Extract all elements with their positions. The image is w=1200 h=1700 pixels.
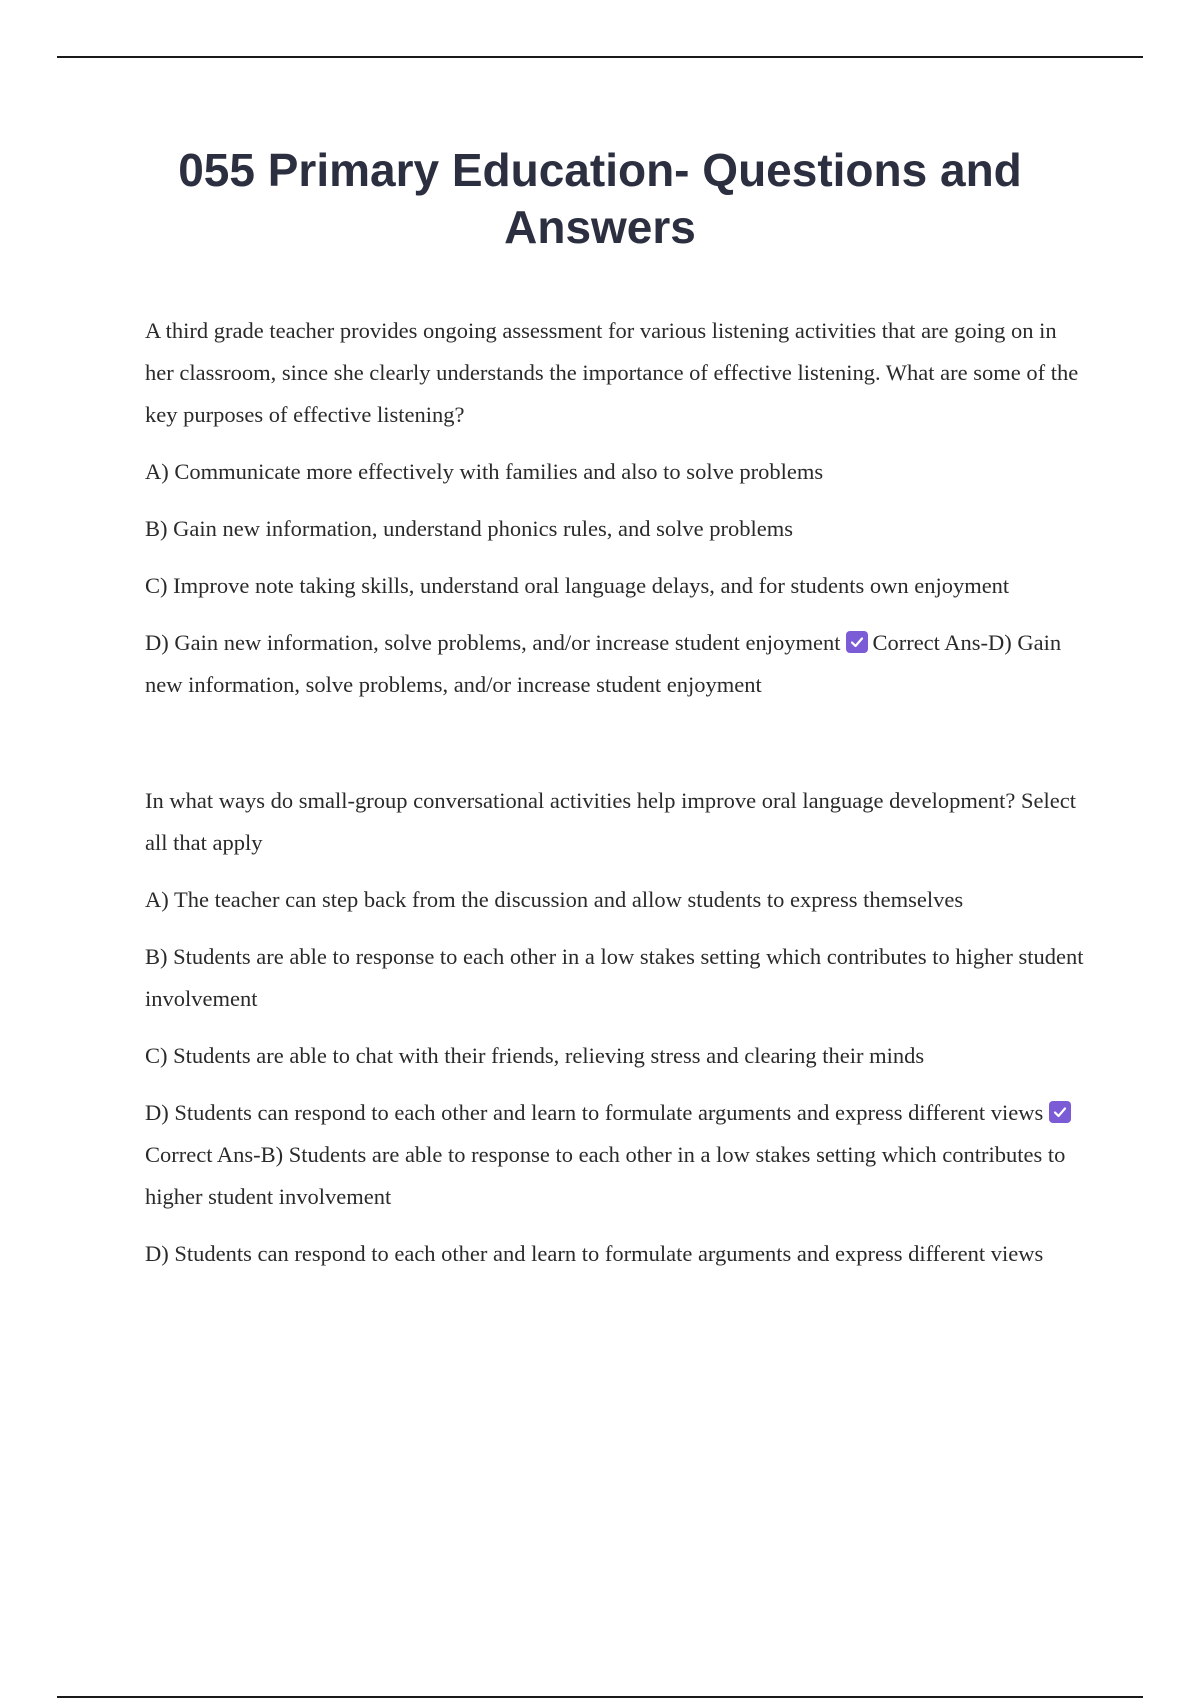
question-1-option-c: C) Improve note taking skills, understand oral language delays, and for students own enjoyment xyxy=(145,573,1010,598)
page-title: 055 Primary Education- Questions and Answers xyxy=(178,144,1022,253)
document-body xyxy=(145,310,1090,1290)
question-2-answer-extra: D) Students can respond to each other and learn to formulate arguments and express different views xyxy=(145,1241,1044,1266)
top-rule xyxy=(57,56,1143,58)
question-2-option-c: C) Students are able to chat with their friends, relieving stress and clearing their minds xyxy=(145,1043,925,1068)
question-1-option-d-with-answer xyxy=(145,622,1090,706)
check-box-icon xyxy=(1049,1101,1071,1123)
question-1-option-d: D) Gain new information, solve problems, and/or increase student enjoyment xyxy=(145,630,841,655)
bottom-rule xyxy=(57,1696,1143,1698)
question-2-option-b: B) Students are able to response to each other in a low stakes setting which contributes to higher student involvement xyxy=(145,944,1084,1011)
question-1-prompt: A third grade teacher provides ongoing assessment for various listening activities that are going on in her classroom, since she clearly understands the importance of effective listening. What are some of the key purposes of effective listening? xyxy=(145,318,1079,427)
check-box-icon xyxy=(846,631,868,653)
question-2-answer: Correct Ans-B) Students are able to response to each other in a low stakes setting which contributes to higher student involvement xyxy=(145,1142,1066,1209)
question-2-option-d: D) Students can respond to each other and learn to formulate arguments and express different views xyxy=(145,1100,1044,1125)
question-1-option-a: A) Communicate more effectively with families and also to solve problems xyxy=(145,459,824,484)
question-2-option-a: A) The teacher can step back from the discussion and allow students to express themselves xyxy=(145,887,964,912)
question-1-answer: Correct Ans-D) Gain new information, solve problems, and/or increase student enjoyment xyxy=(145,630,1062,697)
question-1-option-b: B) Gain new information, understand phonics rules, and solve problems xyxy=(145,516,793,541)
question-2-prompt: In what ways do small-group conversational activities help improve oral language development? Select all that apply xyxy=(145,788,1076,855)
question-2-option-d-with-answer xyxy=(145,1092,1090,1218)
